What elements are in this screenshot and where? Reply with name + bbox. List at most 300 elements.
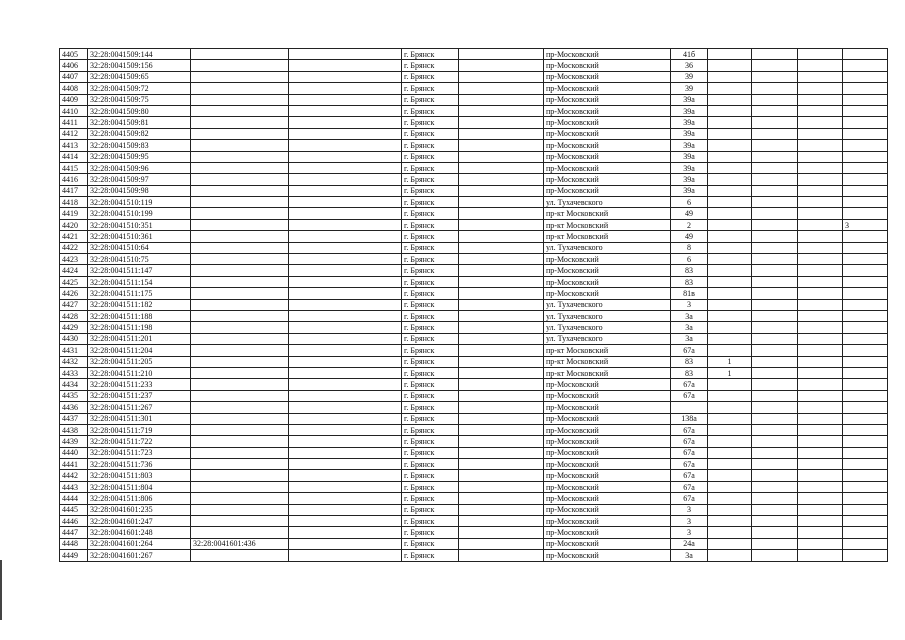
table-row [60,83,888,94]
street-cell: пр-кт Московский [544,231,671,242]
table-row [60,105,888,116]
extra-2-cell [752,94,798,105]
extra-1-cell [708,231,752,242]
cadastral-number-cell: 32:28:0041511:301 [88,413,191,424]
extra-4-cell [843,481,888,492]
blank-cell-cell [459,208,544,219]
street-cell: пр-кт Московский [544,208,671,219]
cadastral-number-cell: 32:28:0041511:210 [88,367,191,378]
extra-1-cell [708,459,752,470]
extra-2-cell [752,185,798,196]
house-number-cell: 81в [671,288,708,299]
extra-2-cell [752,117,798,128]
house-number-cell: 67а [671,470,708,481]
house-number-cell: 39а [671,185,708,196]
blank-cell-cell [289,493,402,504]
table-row [60,538,888,549]
city-cell: г. Брянск [402,83,459,94]
house-number-cell: 39а [671,140,708,151]
extra-2-cell [752,516,798,527]
blank-cell-cell [289,367,402,378]
extra-3-cell [798,162,843,173]
extra-3-cell [798,538,843,549]
extra-1-cell [708,242,752,253]
extra-1-cell [708,140,752,151]
extra-4-cell [843,470,888,481]
blank-cell-cell [459,333,544,344]
row-number-cell: 4426 [60,288,88,299]
cadastral-number-cell: 32:28:0041511:154 [88,276,191,287]
city-cell: г. Брянск [402,231,459,242]
linked-cadastral-number-cell [191,140,289,151]
row-number-cell: 4422 [60,242,88,253]
row-number-cell: 4423 [60,254,88,265]
extra-3-cell [798,231,843,242]
cadastral-number-cell: 32:28:0041511:233 [88,379,191,390]
document-sheet [59,48,888,562]
house-number-cell: 6 [671,254,708,265]
extra-3-cell [798,447,843,458]
table-row [60,356,888,367]
extra-1-cell [708,265,752,276]
table-row [60,527,888,538]
extra-1-cell [708,128,752,139]
city-cell: г. Брянск [402,185,459,196]
city-cell: г. Брянск [402,71,459,82]
extra-4-cell [843,550,888,561]
blank-cell-cell [289,402,402,413]
city-cell: г. Брянск [402,151,459,162]
extra-1-cell [708,516,752,527]
linked-cadastral-number-cell [191,185,289,196]
extra-4-cell [843,254,888,265]
extra-3-cell [798,402,843,413]
extra-1-cell [708,105,752,116]
blank-cell-cell [289,242,402,253]
blank-cell-cell [289,481,402,492]
street-cell: пр-Московский [544,276,671,287]
house-number-cell: 3а [671,550,708,561]
house-number-cell: 67а [671,459,708,470]
cadastral-number-cell: 32:28:0041510:64 [88,242,191,253]
street-cell: ул. Тухачевского [544,333,671,344]
linked-cadastral-number-cell [191,197,289,208]
cadastral-number-cell: 32:28:0041511:267 [88,402,191,413]
cadastral-number-cell: 32:28:0041511:237 [88,390,191,401]
blank-cell-cell [289,219,402,230]
row-number-cell: 4420 [60,219,88,230]
cadastral-number-cell: 32:28:0041510:119 [88,197,191,208]
row-number-cell: 4432 [60,356,88,367]
city-cell: г. Брянск [402,333,459,344]
extra-1-cell [708,254,752,265]
extra-4-cell [843,504,888,515]
table-row [60,424,888,435]
row-number-cell: 4415 [60,162,88,173]
row-number-cell: 4414 [60,151,88,162]
extra-3-cell [798,527,843,538]
house-number-cell: 67а [671,493,708,504]
street-cell: пр-Московский [544,71,671,82]
city-cell: г. Брянск [402,516,459,527]
linked-cadastral-number-cell [191,345,289,356]
cadastral-number-cell: 32:28:0041601:267 [88,550,191,561]
street-cell: пр-Московский [544,105,671,116]
linked-cadastral-number-cell [191,356,289,367]
street-cell: пр-Московский [544,470,671,481]
house-number-cell: 39 [671,83,708,94]
row-number-cell: 4448 [60,538,88,549]
cadastral-number-cell: 32:28:0041511:806 [88,493,191,504]
extra-4-cell [843,242,888,253]
extra-2-cell [752,345,798,356]
extra-2-cell [752,288,798,299]
extra-4-cell [843,71,888,82]
extra-1-cell [708,322,752,333]
extra-3-cell [798,550,843,561]
street-cell: пр-Московский [544,254,671,265]
linked-cadastral-number-cell [191,219,289,230]
city-cell: г. Брянск [402,265,459,276]
extra-3-cell [798,424,843,435]
extra-4-cell [843,208,888,219]
house-number-cell: 83 [671,367,708,378]
cadastral-number-cell: 32:28:0041511:723 [88,447,191,458]
city-cell: г. Брянск [402,402,459,413]
city-cell: г. Брянск [402,254,459,265]
blank-cell-cell [459,447,544,458]
extra-1-cell [708,333,752,344]
house-number-cell: 39а [671,174,708,185]
extra-4-cell [843,402,888,413]
blank-cell-cell [289,356,402,367]
table-body [60,49,888,562]
extra-3-cell [798,254,843,265]
table-row [60,322,888,333]
extra-4-cell [843,447,888,458]
extra-3-cell [798,117,843,128]
street-cell: пр-Московский [544,424,671,435]
blank-cell-cell [289,322,402,333]
house-number-cell: 3 [671,516,708,527]
blank-cell-cell [459,538,544,549]
extra-2-cell [752,447,798,458]
city-cell: г. Брянск [402,390,459,401]
blank-cell-cell [459,356,544,367]
blank-cell-cell [459,299,544,310]
blank-cell-cell [459,128,544,139]
extra-2-cell [752,322,798,333]
linked-cadastral-number-cell [191,94,289,105]
blank-cell-cell [459,470,544,481]
blank-cell-cell [289,470,402,481]
blank-cell-cell [459,83,544,94]
table-row [60,481,888,492]
city-cell: г. Брянск [402,322,459,333]
blank-cell-cell [289,538,402,549]
blank-cell-cell [289,83,402,94]
extra-3-cell [798,459,843,470]
extra-1-cell [708,345,752,356]
blank-cell-cell [289,208,402,219]
street-cell: пр-Московский [544,459,671,470]
house-number-cell: 3 [671,527,708,538]
extra-3-cell [798,481,843,492]
table-row [60,265,888,276]
blank-cell-cell [459,527,544,538]
cadastral-table [59,48,888,562]
blank-cell-cell [459,516,544,527]
row-number-cell: 4433 [60,367,88,378]
street-cell: пр-Московский [544,527,671,538]
street-cell: пр-Московский [544,493,671,504]
extra-1-cell [708,49,752,60]
street-cell: пр-Московский [544,117,671,128]
extra-2-cell [752,208,798,219]
extra-4-cell [843,49,888,60]
blank-cell-cell [459,402,544,413]
blank-cell-cell [459,436,544,447]
cadastral-number-cell: 32:28:0041511:204 [88,345,191,356]
extra-3-cell [798,322,843,333]
extra-2-cell [752,49,798,60]
house-number-cell: 39а [671,151,708,162]
extra-2-cell [752,219,798,230]
blank-cell-cell [459,140,544,151]
city-cell: г. Брянск [402,550,459,561]
cadastral-number-cell: 32:28:0041509:96 [88,162,191,173]
linked-cadastral-number-cell [191,436,289,447]
extra-4-cell [843,413,888,424]
blank-cell-cell [289,345,402,356]
blank-cell-cell [289,288,402,299]
blank-cell-cell [289,276,402,287]
extra-2-cell [752,310,798,321]
house-number-cell: 49 [671,208,708,219]
city-cell: г. Брянск [402,276,459,287]
city-cell: г. Брянск [402,208,459,219]
table-row [60,390,888,401]
table-row [60,60,888,71]
blank-cell-cell [289,504,402,515]
extra-3-cell [798,174,843,185]
extra-1-cell [708,185,752,196]
blank-cell-cell [289,413,402,424]
cadastral-number-cell: 32:28:0041509:80 [88,105,191,116]
linked-cadastral-number-cell [191,322,289,333]
cadastral-number-cell: 32:28:0041511:804 [88,481,191,492]
extra-4-cell [843,105,888,116]
street-cell: пр-Московский [544,83,671,94]
table-row [60,151,888,162]
extra-4-cell [843,436,888,447]
cadastral-number-cell: 32:28:0041509:72 [88,83,191,94]
blank-cell-cell [459,242,544,253]
street-cell: ул. Тухачевского [544,197,671,208]
cadastral-number-cell: 32:28:0041511:736 [88,459,191,470]
table-row [60,470,888,481]
extra-1-cell [708,208,752,219]
extra-2-cell [752,71,798,82]
blank-cell-cell [459,185,544,196]
extra-1-cell [708,481,752,492]
cadastral-number-cell: 32:28:0041511:175 [88,288,191,299]
table-row [60,276,888,287]
row-number-cell: 4438 [60,424,88,435]
table-row [60,299,888,310]
house-number-cell: 36 [671,60,708,71]
cadastral-number-cell: 32:28:0041509:82 [88,128,191,139]
house-number-cell: 67а [671,379,708,390]
extra-4-cell [843,538,888,549]
linked-cadastral-number-cell [191,459,289,470]
cadastral-number-cell: 32:28:0041509:95 [88,151,191,162]
table-row [60,49,888,60]
linked-cadastral-number-cell [191,49,289,60]
city-cell: г. Брянск [402,413,459,424]
extra-1-cell [708,413,752,424]
blank-cell-cell [289,151,402,162]
house-number-cell: 6 [671,197,708,208]
blank-cell-cell [289,174,402,185]
table-row [60,94,888,105]
blank-cell-cell [289,333,402,344]
table-row [60,413,888,424]
extra-3-cell [798,208,843,219]
blank-cell-cell [459,493,544,504]
cadastral-number-cell: 32:28:0041601:264 [88,538,191,549]
row-number-cell: 4429 [60,322,88,333]
extra-4-cell [843,83,888,94]
cadastral-number-cell: 32:28:0041511:719 [88,424,191,435]
linked-cadastral-number-cell [191,481,289,492]
row-number-cell: 4417 [60,185,88,196]
street-cell: пр-Московский [544,504,671,515]
blank-cell-cell [289,459,402,470]
city-cell: г. Брянск [402,367,459,378]
extra-4-cell [843,356,888,367]
cadastral-number-cell: 32:28:0041510:361 [88,231,191,242]
table-row [60,367,888,378]
row-number-cell: 4424 [60,265,88,276]
blank-cell-cell [289,60,402,71]
table-row [60,197,888,208]
linked-cadastral-number-cell [191,254,289,265]
city-cell: г. Брянск [402,447,459,458]
blank-cell-cell [459,231,544,242]
blank-cell-cell [289,94,402,105]
cadastral-number-cell: 32:28:0041509:75 [88,94,191,105]
house-number-cell: 3а [671,310,708,321]
table-row [60,345,888,356]
street-cell: ул. Тухачевского [544,299,671,310]
city-cell: г. Брянск [402,174,459,185]
extra-4-cell [843,128,888,139]
extra-1-cell [708,436,752,447]
street-cell: пр-Московский [544,402,671,413]
extra-2-cell [752,379,798,390]
extra-2-cell [752,436,798,447]
street-cell: пр-Московский [544,174,671,185]
row-number-cell: 4446 [60,516,88,527]
blank-cell-cell [459,310,544,321]
extra-1-cell [708,379,752,390]
house-number-cell: 24а [671,538,708,549]
table-row [60,140,888,151]
blank-cell-cell [289,128,402,139]
house-number-cell: 83 [671,265,708,276]
blank-cell-cell [289,527,402,538]
extra-4-cell [843,516,888,527]
extra-4-cell [843,140,888,151]
cadastral-number-cell: 32:28:0041509:81 [88,117,191,128]
cadastral-number-cell: 32:28:0041509:65 [88,71,191,82]
row-number-cell: 4406 [60,60,88,71]
extra-2-cell [752,459,798,470]
row-number-cell: 4447 [60,527,88,538]
blank-cell-cell [289,105,402,116]
blank-cell-cell [459,413,544,424]
extra-3-cell [798,140,843,151]
extra-2-cell [752,413,798,424]
table-row [60,516,888,527]
blank-cell-cell [289,265,402,276]
house-number-cell: 67а [671,436,708,447]
extra-3-cell [798,356,843,367]
street-cell: ул. Тухачевского [544,310,671,321]
extra-1-cell [708,527,752,538]
city-cell: г. Брянск [402,379,459,390]
extra-1-cell [708,117,752,128]
linked-cadastral-number-cell [191,60,289,71]
page-edge-mark [0,560,2,620]
extra-3-cell [798,94,843,105]
blank-cell-cell [459,345,544,356]
cadastral-number-cell: 32:28:0041511:722 [88,436,191,447]
extra-2-cell [752,402,798,413]
extra-2-cell [752,105,798,116]
linked-cadastral-number-cell [191,447,289,458]
extra-4-cell [843,231,888,242]
extra-3-cell [798,128,843,139]
linked-cadastral-number-cell [191,402,289,413]
blank-cell-cell [459,105,544,116]
house-number-cell: 67а [671,390,708,401]
blank-cell-cell [459,162,544,173]
house-number-cell: 8 [671,242,708,253]
extra-1-cell: 1 [708,356,752,367]
table-row [60,219,888,230]
cadastral-number-cell: 32:28:0041509:156 [88,60,191,71]
blank-cell-cell [289,516,402,527]
linked-cadastral-number-cell [191,265,289,276]
house-number-cell: 39а [671,162,708,173]
cadastral-number-cell: 32:28:0041510:351 [88,219,191,230]
extra-4-cell [843,459,888,470]
house-number-cell: 3 [671,299,708,310]
city-cell: г. Брянск [402,60,459,71]
extra-3-cell [798,436,843,447]
table-row [60,254,888,265]
cadastral-number-cell: 32:28:0041511:201 [88,333,191,344]
extra-1-cell [708,538,752,549]
extra-3-cell [798,493,843,504]
row-number-cell: 4425 [60,276,88,287]
city-cell: г. Брянск [402,493,459,504]
blank-cell-cell [459,60,544,71]
row-number-cell: 4418 [60,197,88,208]
table-row [60,208,888,219]
